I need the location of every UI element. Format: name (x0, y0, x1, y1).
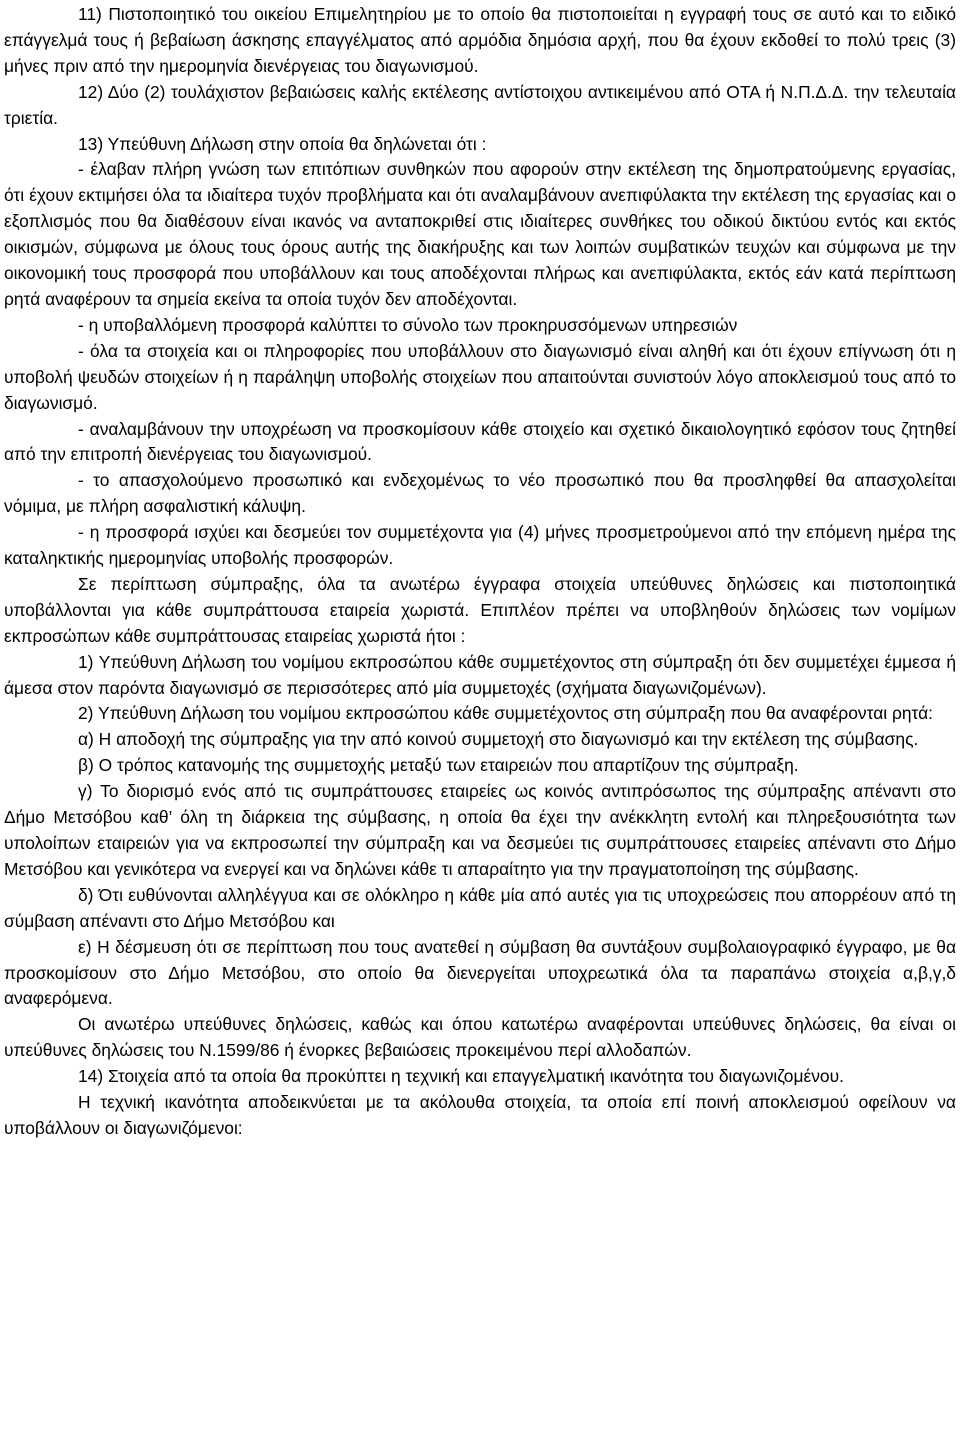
paragraph-13-solemn-declaration: 13) Υπεύθυνη Δήλωση στην οποία θα δηλώνεται ότι : (78, 133, 487, 154)
paragraph-declarations-note: Οι ανωτέρω υπεύθυνες δηλώσεις, καθώς και όπου κατωτέρω αναφέρονται υπεύθυνες δηλώσεις, θα είναι οι υπεύθυνες δηλώσεις του Ν.1599/86 ή ένορκες βεβαιώσεις προκειμένου περί αλλοδαπών. (4, 1014, 956, 1061)
partnership-item-2: 2) Υπεύθυνη Δήλωση του νομίμου εκπροσώπου κάθε συμμετέχοντος στη σύμπραξη που θα αναφέρονται ρητά: (78, 703, 934, 724)
paragraph-partnership: Σε περίπτωση σύμπραξης, όλα τα ανωτέρω έγγραφα στοιχεία υπεύθυνες δηλώσεις και πιστοποιητικά υποβάλλονται για κάθε συμπράττουσα εταιρεία χωριστά. Επιπλέον πρέπει να υποβληθούν δηλώσεις των νομίμων εκπροσώπων κάθε συμπράττουσας εταιρείας χωριστά ήτοι : (4, 573, 956, 646)
partnership-item-e: ε) Η δέσμευση ότι σε περίπτωση που τους ανατεθεί η σύμβαση θα συντάξουν συμβολαιογραφικό έγγραφο, με θα προσκομίσουν στο Δήμο Μετσόβου, στο οποίο θα διενεργείται υποχρεωτικά όλα τα παραπάνω στοιχεία α,β,γ,δ αναφερόμενα. (4, 936, 956, 1009)
partnership-item-1: 1) Υπεύθυνη Δήλωση του νομίμου εκπροσώπου κάθε συμμετέχοντος στη σύμπραξη ότι δεν συμμετέχει έμμεσα ή άμεσα στον παρόντα διαγωνισμό σε περισσότερες από μία συμμετοχές (σχήματα διαγωνιζομένων). (4, 651, 956, 698)
paragraph-technical-evidence: Η τεχνική ικανότητα αποδεικνύεται με τα ακόλουθα στοιχεία, τα οποία επί ποινή αποκλεισμού οφείλουν να υποβάλλουν οι διαγωνιζόμενοι: (4, 1092, 956, 1138)
declaration-item-submit-documents: - αναλαμβάνουν την υποχρέωση να προσκομίσουν κάθε στοιχείο και σχετικό δικαιολογητικό εφόσον τους ζητηθεί από την επιτροπή διενέργειας του διαγωνισμού. (4, 418, 956, 465)
partnership-item-c: γ) Το διορισμό ενός από τις συμπράττουσες εταιρείες ως κοινός αντιπρόσωπος της σύμπραξης απέναντι στο Δήμο Μετσόβου καθ’ όλη τη διάρκεια της σύμβασης, η οποία θα έχει την ανέκκλητη εντολή και πληρεξουσιότητα των υπολοίπων εταιρειών για να εκπροσωπεί την σύμπραξη και να δεσμεύει τις συμπράττουσες εταιρείες απέναντι στο Δήμο Μετσόβου και γενικότερα να ενεργεί και να δηλώνει κάθε τι απαραίτητο για την πραγματοποίηση της σύμβασης. (4, 781, 956, 879)
partnership-item-a: α) Η αποδοχή της σύμπραξης για την από κοινού συμμετοχή στο διαγωνισμό και την εκτέλεση της σύμβασης. (78, 729, 919, 750)
declaration-item-offer-coverage: - η υποβαλλόμενη προσφορά καλύπτει το σύνολο των προκηρυσσόμενων υπηρεσιών (78, 314, 738, 335)
partnership-item-d: δ) Ότι ευθύνονται αλληλέγγυα και σε ολόκληρο η κάθε μία από αυτές για τις υποχρεώσεις που απορρέουν από τη σύμβαση απέναντι στο Δήμο Μετσόβου και (4, 884, 956, 931)
paragraph-14-technical-ability: 14) Στοιχεία από τα οποία θα προκύπτει η τεχνική και επαγγελματική ικανότητα του διαγωνιζομένου. (78, 1066, 844, 1087)
paragraph-12-good-performance: 12) Δύο (2) τουλάχιστον βεβαιώσεις καλής εκτέλεσης αντίστοιχου αντικειμένου από ΟΤΑ ή Ν.Π.Δ.Δ. την τελευταία τριετία. (4, 81, 956, 128)
paragraph-11-certificate: 11) Πιστοποιητικό του οικείου Επιμελητηρίου με το οποίο θα πιστοποιείται η εγγραφή τους σε αυτό και το ειδικό επάγγελμά τους ή βεβαίωση άσκησης επαγγέλματος από αρμόδια δημόσια αρχή, που θα έχουν εκδοθεί το πολύ τρεις (3) μήνες πριν από την ημερομηνία διενέργειας του διαγωνισμού. (4, 4, 956, 76)
declaration-item-true-data: - όλα τα στοιχεία και οι πληροφορίες που υποβάλλουν στο διαγωνισμό είναι αληθή και ότι έχουν επίγνωση ότι η υποβολή ψευδών στοιχείων ή η παράληψη υποβολής στοιχείων που απαιτούνται συνιστούν λόγο αποκλεισμού τους από το διαγωνισμό. (4, 340, 956, 413)
declaration-item-staff: - το απασχολούμενο προσωπικό και ενδεχομένως το νέο προσωπικό που θα προσληφθεί θα απασχολείται νόμιμα, με πλήρη ασφαλιστική κάλυψη. (4, 470, 956, 517)
partnership-item-b: β) Ο τρόπος κατανομής της συμμετοχής μεταξύ των εταιρειών που απαρτίζουν της σύμπραξη. (78, 755, 799, 776)
declaration-item-offer-validity: - η προσφορά ισχύει και δεσμεύει τον συμμετέχοντα για (4) μήνες προσμετρούμενοι από την επόμενη ημέρα της καταληκτικής ημερομηνίας υποβολής προσφορών. (4, 522, 956, 569)
declaration-item-site-conditions: - έλαβαν πλήρη γνώση των επιτόπιων συνθηκών που αφορούν στην εκτέλεση της δημοπρατούμενης εργασίας, ότι έχουν εκτιμήσει όλα τα ιδιαίτερα τυχόν προβλήματα και ότι αναλαμβάνουν ανεπιφύλακτα την εκτέλεση της εργασίας και ο εξοπλισμός που θα διαθέσουν είναι ικανός να ανταποκριθεί στις ιδιαίτερες συνθήκες του οδικού δικτύου εντός και εκτός οικισμών, σύμφωνα με όλους τους όρους αυτής της διακήρυξης και των λοιπών συμβατικών τευχών και σύμφωνα με την οικονομική τους προσφορά που υποβάλλουν και τους αποδέχονται πλήρως και ανεπιφύλακτα, εκτός εάν κατά περίπτωση ρητά αναφέρουν τα σημεία εκείνα τα οποία τυχόν δεν αποδέχονται. (4, 159, 956, 309)
